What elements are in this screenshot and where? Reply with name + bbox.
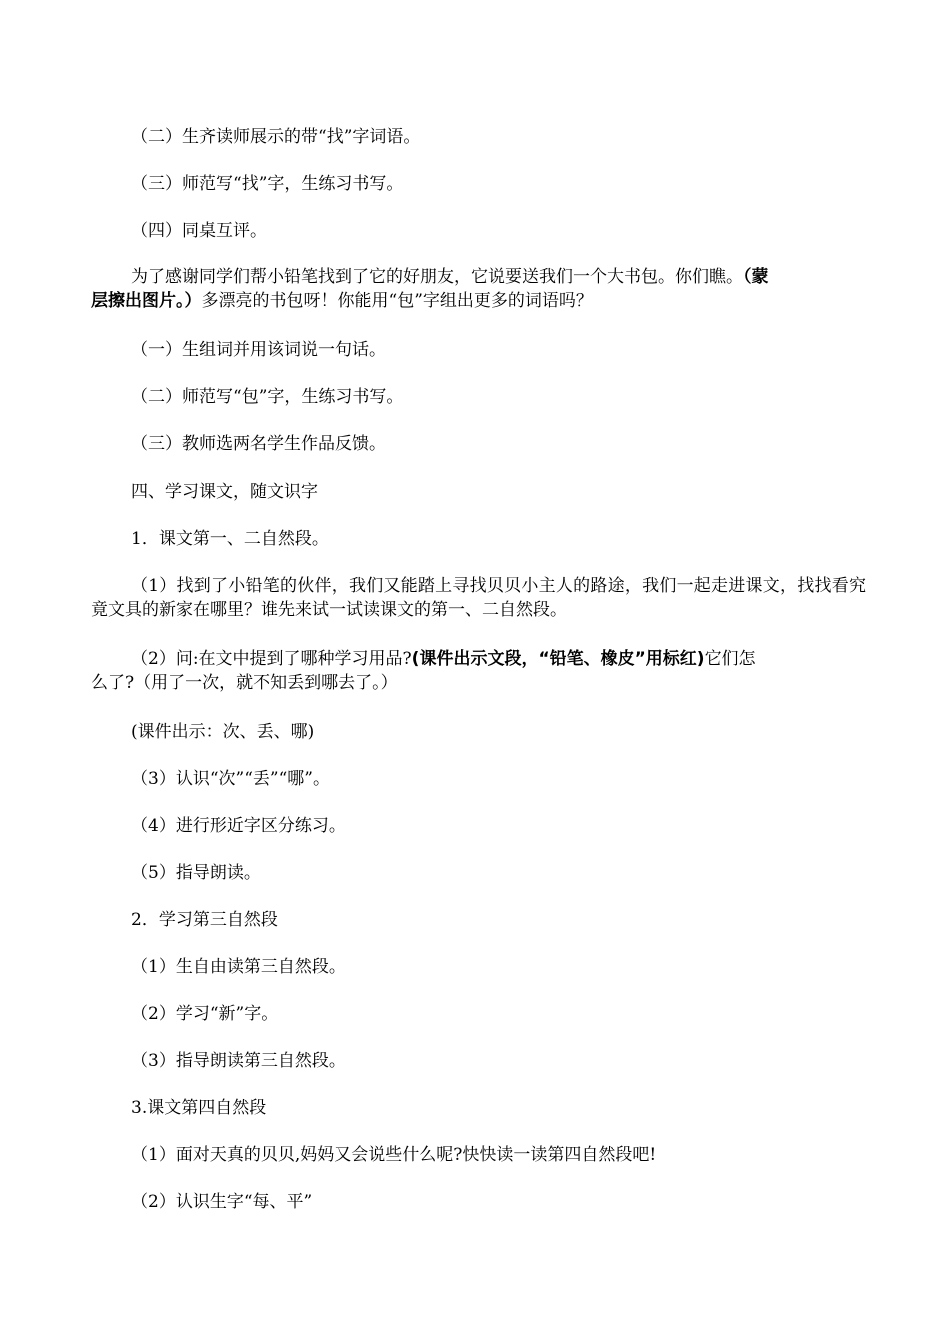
text-line: （1）生自由读第三自然段。 bbox=[131, 957, 346, 977]
bold-note: 层擦出图片。） bbox=[91, 291, 202, 311]
text-line: （二）师范写“包”字，生练习书写。 bbox=[131, 387, 404, 407]
paragraph-1: （1）找到了小铅笔的伙伴，我们又能踏上寻找贝贝小主人的路途，我们一起走进课文，找找看究竟文具的新家在哪里？谁先来试一试读课文的第一、二自然段。 bbox=[91, 576, 866, 620]
text-line: （四）同桌互评。 bbox=[131, 221, 267, 241]
text-line: （一）生组词并用该词说一句话。 bbox=[131, 340, 386, 360]
text-line: （1）面对天真的贝贝,妈妈又会说些什么呢?快快读一读第四自然段吧! bbox=[131, 1145, 657, 1165]
paragraph-text: 为了感谢同学们帮小铅笔找到了它的好朋友，它说要送我们一个大书包。你们瞧。 bbox=[131, 267, 743, 287]
text-line: （4）进行形近字区分练习。 bbox=[131, 816, 346, 836]
section-heading: 四、学习课文，随文识字 bbox=[131, 482, 318, 502]
paragraph-text: 多漂亮的书包呀！你能用“包”字组出更多的词语吗？ bbox=[201, 291, 593, 311]
paragraph-text: 么了?（用了一次，就不知丢到哪去了。） bbox=[91, 673, 398, 693]
text-line: （二）生齐读师展示的带“找”字词语。 bbox=[131, 127, 421, 147]
text-line: (课件出示：次、丢、哪) bbox=[131, 722, 315, 742]
paragraph-bag bbox=[91, 265, 866, 313]
text-line: （三）师范写“找”字，生练习书写。 bbox=[131, 174, 404, 194]
text-line: （2）学习“新”字。 bbox=[131, 1004, 279, 1024]
text-line: （3）指导朗读第三自然段。 bbox=[131, 1051, 346, 1071]
text-line: （5）指导朗读。 bbox=[131, 863, 261, 883]
text-line: （2）认识生字“每、平” bbox=[131, 1192, 313, 1212]
paragraph-text: （2）问:在文中提到了哪种学习用品? bbox=[131, 649, 412, 669]
bold-note: （蒙 bbox=[743, 267, 769, 287]
paragraph-text: 它们怎 bbox=[704, 649, 756, 669]
text-line: （三）教师选两名学生作品反馈。 bbox=[131, 434, 386, 454]
text-line: （3）认识“次”“丢”“哪”。 bbox=[131, 769, 330, 789]
subsection-heading: 2．学习第三自然段 bbox=[131, 910, 278, 930]
subsection-heading: 3.课文第四自然段 bbox=[131, 1098, 267, 1118]
subsection-heading: 1．课文第一、二自然段。 bbox=[131, 529, 329, 549]
bold-note: (课件出示文段，“铅笔、橡皮”用标红) bbox=[411, 649, 705, 669]
paragraph-2 bbox=[91, 647, 866, 695]
